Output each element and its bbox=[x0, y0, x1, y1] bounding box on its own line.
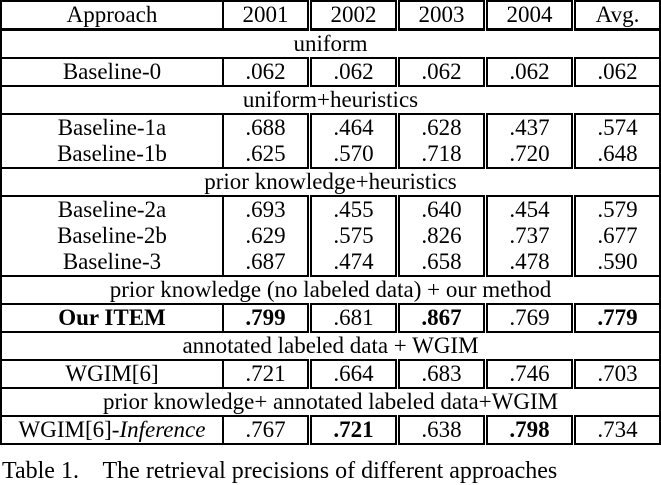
table-row bbox=[1, 249, 660, 276]
row-label-baseline-1a: Baseline-1a bbox=[1, 114, 223, 141]
row-label-baseline-2a: Baseline-2a bbox=[1, 196, 223, 223]
value-cell: .703 bbox=[574, 360, 661, 388]
value-cell: .062 bbox=[486, 58, 574, 86]
value-cell: .062 bbox=[245, 59, 286, 84]
table-row bbox=[1, 114, 660, 141]
value-cell: .570 bbox=[310, 141, 398, 168]
col-header-2001: 2001 bbox=[242, 2, 289, 27]
value-cell: .799 bbox=[245, 305, 286, 330]
section-title-row bbox=[1, 276, 660, 304]
value-cell: .693 bbox=[245, 197, 286, 222]
row-label-our-item: Our ITEM bbox=[1, 304, 223, 332]
value-cell: .720 bbox=[486, 141, 574, 168]
section-title-prior-heuristics: prior knowledge+heuristics bbox=[1, 168, 660, 196]
value-cell: .746 bbox=[486, 360, 574, 388]
value-cell: .629 bbox=[245, 223, 286, 248]
value-cell: .437 bbox=[486, 114, 574, 141]
row-label-prefix: WGIM[6]- bbox=[18, 417, 120, 442]
col-header-approach: Approach bbox=[1, 1, 223, 30]
section-title-prior-wgim: prior knowledge+ annotated labeled data+WGIM bbox=[1, 388, 660, 416]
col-header-2004: 2004 bbox=[486, 1, 574, 30]
value-cell: .681 bbox=[310, 304, 398, 332]
row-label-baseline-0: Baseline-0 bbox=[1, 58, 223, 86]
section-title-uniform: uniform bbox=[1, 30, 660, 59]
value-cell: .798 bbox=[486, 416, 574, 444]
value-cell: .579 bbox=[574, 196, 661, 223]
section-title-row bbox=[1, 168, 660, 196]
value-cell: .640 bbox=[398, 196, 486, 223]
row-label-italic: Inference bbox=[119, 417, 206, 442]
col-header-2003: 2003 bbox=[398, 1, 486, 30]
value-cell: .688 bbox=[245, 115, 286, 140]
value-cell: .474 bbox=[310, 249, 398, 276]
value-cell: .062 bbox=[310, 58, 398, 86]
value-cell: .574 bbox=[574, 114, 661, 141]
section-title-wgim: annotated labeled data + WGIM bbox=[1, 332, 660, 360]
value-cell: .737 bbox=[486, 223, 574, 249]
table-row bbox=[1, 416, 660, 444]
value-cell: .625 bbox=[245, 141, 286, 166]
table-caption: Table 1. The retrieval precisions of different approaches bbox=[2, 458, 558, 484]
value-cell: .734 bbox=[574, 416, 661, 444]
value-cell: .062 bbox=[398, 58, 486, 86]
value-cell: .687 bbox=[245, 249, 286, 274]
value-cell: .683 bbox=[398, 360, 486, 388]
table-row bbox=[1, 304, 660, 332]
col-header-2002: 2002 bbox=[310, 1, 398, 30]
table-row bbox=[1, 360, 660, 388]
section-title-our-method: prior knowledge (no labeled data) + our method bbox=[1, 276, 660, 304]
value-cell: .718 bbox=[398, 141, 486, 168]
value-cell: .478 bbox=[486, 249, 574, 276]
row-label-wgim6-inference bbox=[1, 416, 223, 444]
section-title-row bbox=[1, 388, 660, 416]
value-cell: .648 bbox=[574, 141, 661, 168]
section-title-row bbox=[1, 332, 660, 360]
value-cell: .628 bbox=[398, 114, 486, 141]
table-row bbox=[1, 141, 660, 168]
value-cell: .826 bbox=[398, 223, 486, 249]
value-cell: .454 bbox=[486, 196, 574, 223]
section-title-uniform-heuristics: uniform+heuristics bbox=[1, 86, 660, 114]
value-cell: .062 bbox=[574, 58, 661, 86]
value-cell: .677 bbox=[574, 223, 661, 249]
value-cell: .721 bbox=[310, 416, 398, 444]
value-cell: .638 bbox=[398, 416, 486, 444]
value-cell: .658 bbox=[398, 249, 486, 276]
value-cell: .769 bbox=[486, 304, 574, 332]
value-cell: .867 bbox=[398, 304, 486, 332]
table-row bbox=[1, 196, 660, 223]
value-cell: .575 bbox=[310, 223, 398, 249]
value-cell: .464 bbox=[310, 114, 398, 141]
table-row bbox=[1, 223, 660, 249]
value-cell: .767 bbox=[245, 417, 286, 442]
section-title-row bbox=[1, 86, 660, 114]
row-label-wgim6: WGIM[6] bbox=[1, 360, 223, 388]
col-header-avg: Avg. bbox=[574, 1, 661, 30]
value-cell: .455 bbox=[310, 196, 398, 223]
row-label-baseline-3: Baseline-3 bbox=[1, 249, 223, 276]
table-header-row bbox=[1, 1, 660, 30]
section-title-row bbox=[1, 30, 660, 59]
row-label-baseline-2b: Baseline-2b bbox=[1, 223, 223, 249]
value-cell: .590 bbox=[574, 249, 661, 276]
value-cell: .721 bbox=[245, 361, 286, 386]
table-row bbox=[1, 58, 660, 86]
row-label-baseline-1b: Baseline-1b bbox=[1, 141, 223, 168]
value-cell: .664 bbox=[310, 360, 398, 388]
value-cell: .779 bbox=[574, 304, 661, 332]
